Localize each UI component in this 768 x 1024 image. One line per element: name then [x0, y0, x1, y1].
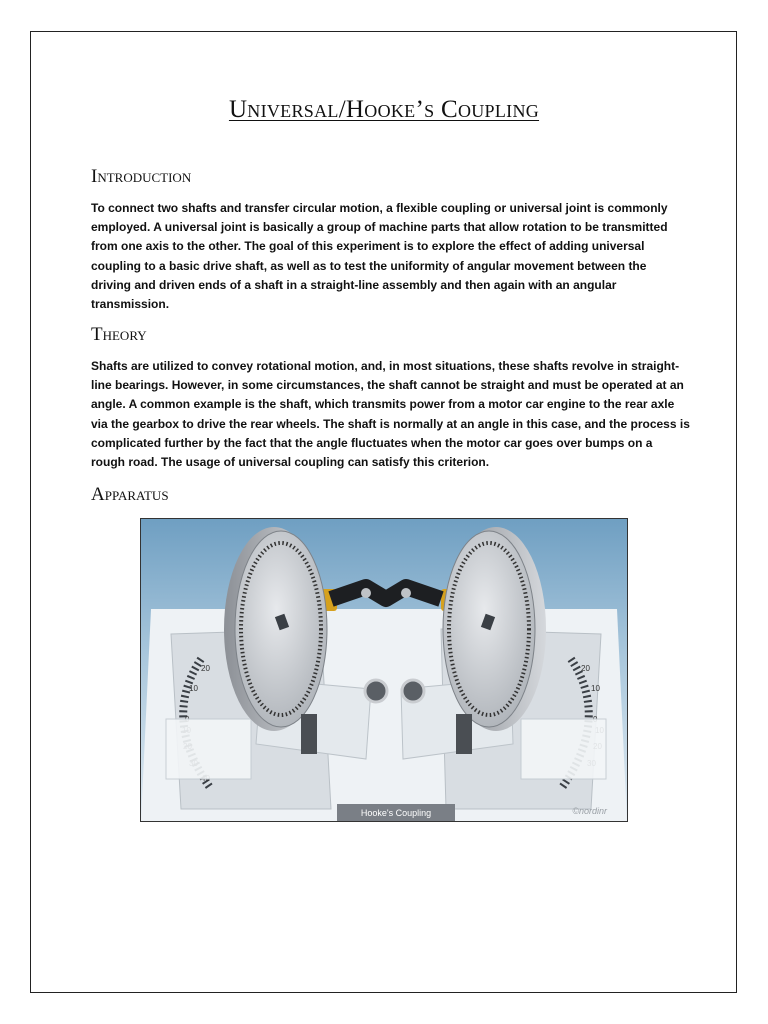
introduction-paragraph [91, 199, 681, 314]
introduction-line: To connect two shafts and transfer circular motion, a flexible coupling or universal joint is commonly [91, 201, 668, 215]
introduction-line: driving and driven ends of a shaft in a straight-line assembly and then again with an angular [91, 277, 617, 292]
theory-line: rough road. The usage of universal coupling can satisfy this criterion. [91, 455, 490, 470]
left-scale-label: 20 [201, 664, 210, 673]
heading-apparatus: Apparatus [91, 484, 169, 505]
introduction-line: employed. A universal joint is basically a group of machine parts that allow rotation to be transmitted [91, 220, 668, 235]
right-scale-label: 20 [581, 664, 590, 673]
introduction-line: transmission. [91, 297, 170, 312]
theory-line: angle. A common example is the shaft, which transmits power from a motor car engine to the rear axle [91, 397, 675, 412]
figure-watermark: ©nordinr [572, 806, 607, 816]
figure-caption-tag: Hooke's Coupling [337, 804, 455, 822]
heading-theory: Theory [91, 324, 147, 345]
document-title: Universal/Hooke’s Coupling [228, 96, 540, 123]
theory-paragraph [91, 357, 690, 472]
theory-line: line bearings. However, in some circumstances, the shaft cannot be straight and must be operated at an [91, 378, 684, 393]
apparatus-photo [140, 518, 628, 822]
heading-introduction: Introduction [91, 166, 192, 187]
introduction-line: from one axis to the other. The goal of this experiment is to explore the effect of adding universal [91, 239, 645, 254]
left-scale-label: 10 [189, 684, 198, 693]
theory-line: complicated further by the fact that the angle fluctuates when the motor car goes over bumps on a [91, 435, 653, 450]
theory-line: Shafts are utilized to convey rotational motion, and, in most situations, these shafts revolve in straight- [91, 359, 680, 373]
theory-line: via the gearbox to drive the rear wheels. The shaft is normally at an angle in this case, and the process is [91, 416, 690, 431]
introduction-line: coupling to a basic drive shaft, as well as to test the uniformity of angular movement between the [91, 258, 647, 273]
right-scale-label: 10 [591, 684, 600, 693]
hookes-coupling-illustration [141, 519, 627, 821]
document-title-wrap [0, 96, 768, 124]
